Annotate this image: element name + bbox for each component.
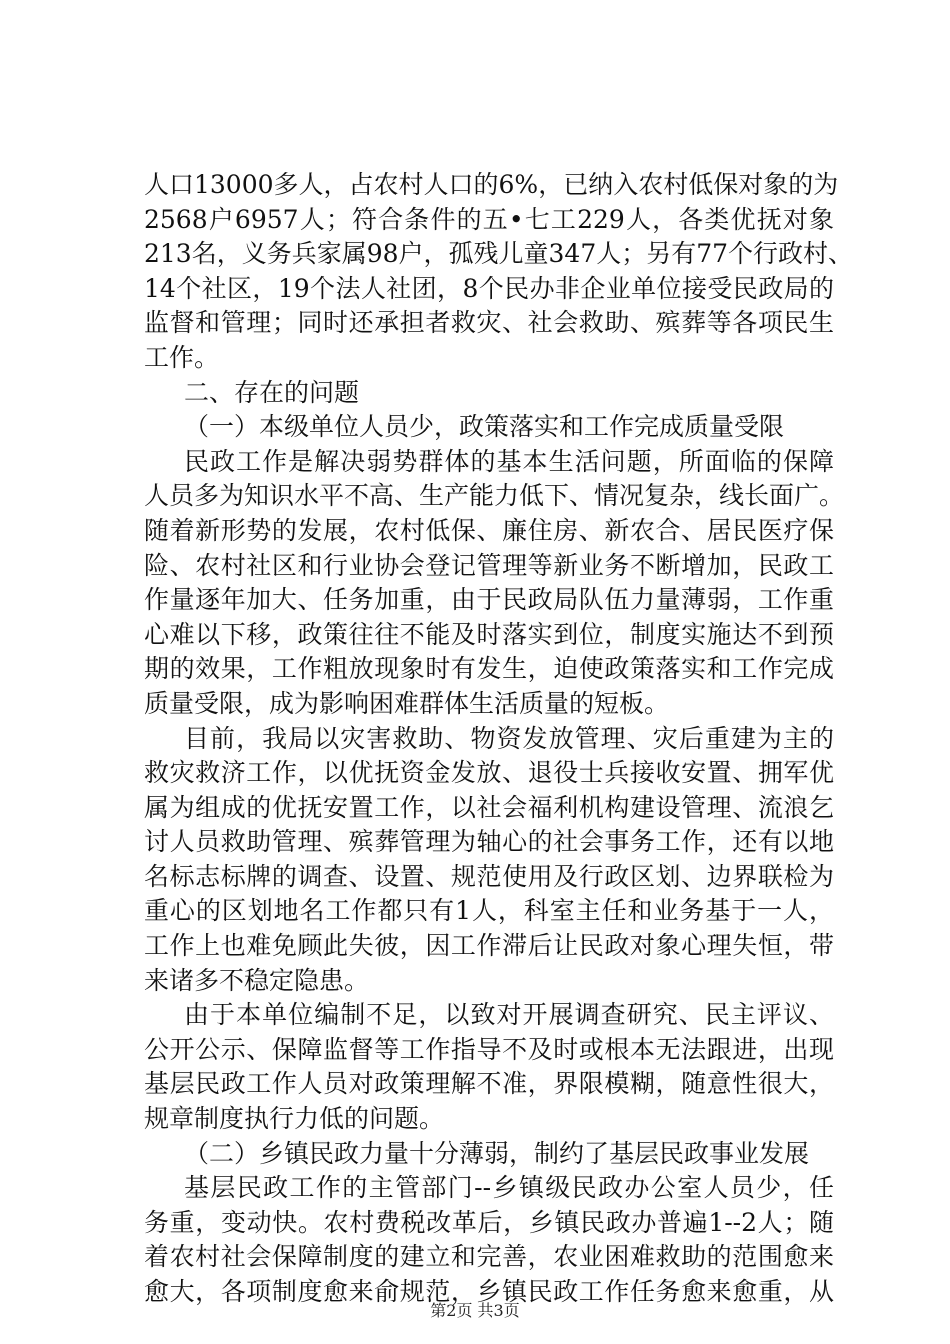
text-line: 民政工作是解决弱势群体的基本生活问题，所面临的保障: [184, 446, 834, 476]
text-line: 愈大，各项制度愈来俞规范，乡镇民政工作任务愈来愈重，从: [144, 1277, 834, 1306]
text-line: 质量受限，成为影响困难群体生活质量的短板。: [144, 688, 670, 718]
text-line: 作量逐年加大、任务加重，由于民政局队伍力量薄弱，工作重: [144, 585, 834, 615]
text-line: 规章制度执行力低的问题。: [144, 1104, 445, 1134]
text-line: 重心的区划地名工作都只有1人，科室主任和业务基于一人，: [144, 896, 834, 926]
page-number-footer: 第2页 共3页: [430, 1301, 520, 1320]
text-line: 基层民政工作的主管部门--乡镇级民政办公室人员少，任: [184, 1173, 834, 1203]
text-line: 14个社区，19个法人社团，8个民办非企业单位接受民政局的: [144, 273, 834, 303]
paragraph-township-office: [144, 1171, 834, 1309]
subheading-township-weakness: （二）乡镇民政力量十分薄弱，制约了基层民政事业发展: [184, 1138, 810, 1168]
text-line: 监督和管理；同时还承担者救灾、社会救助、殡葬等各项民生: [144, 308, 834, 338]
text-line: 213名，义务兵家属98户，孤残儿童347人；另有77个行政村、: [144, 239, 854, 269]
text-line: 讨人员救助管理、殡葬管理为轴心的社会事务工作，还有以地: [144, 827, 834, 857]
text-line: 来诸多不稳定隐患。: [144, 965, 370, 995]
document-body: [144, 168, 854, 1310]
paragraph-population-stats: [144, 168, 854, 376]
text-line: 险、农村社区和行业协会登记管理等新业务不断增加，民政工: [144, 550, 834, 580]
text-line: 心难以下移，政策往往不能及时落实到位，制度实施达不到预: [144, 619, 834, 649]
paragraph-civil-affairs-work: [144, 445, 845, 722]
text-line: 人员多为知识水平不高、生产能力低下、情况复杂，线长面广。: [144, 481, 845, 511]
section-heading-problems: 二、存在的问题: [184, 377, 360, 407]
text-line: 目前，我局以灾害救助、物资发放管理、灾后重建为主的: [184, 723, 834, 753]
text-line: 着农村社会保障制度的建立和完善，农业困难救助的范围愈来: [144, 1242, 834, 1272]
text-line: 务重，变动快。农村费税改革后，乡镇民政办普遍1--2人；随: [144, 1207, 834, 1237]
text-line: 随着新形势的发展，农村低保、廉住房、新农合、居民医疗保: [144, 515, 834, 545]
text-line: 基层民政工作人员对政策理解不准，界限模糊，随意性很大，: [144, 1069, 834, 1099]
text-line: 由于本单位编制不足，以致对开展调查研究、民主评议、: [184, 1000, 834, 1030]
paragraph-current-situation: [144, 722, 834, 999]
text-line: 工作。: [144, 342, 220, 372]
text-line: 2568户6957人；符合条件的五•七工229人，各类优抚对象: [144, 204, 834, 234]
subheading-staff-shortage: （一）本级单位人员少，政策落实和工作完成质量受限: [184, 412, 785, 442]
text-line: 名标志标牌的调查、设置、规范使用及行政区划、边界联检为: [144, 861, 834, 891]
paragraph-staffing-shortfall: [144, 998, 834, 1136]
text-line: 救灾救济工作，以优抚资金发放、退役士兵接收安置、拥军优: [144, 758, 834, 788]
text-line: 工作上也难免顾此失彼，因工作滞后让民政对象心理失恒，带: [144, 931, 834, 961]
text-line: 人口13000多人，占农村人口的6%，已纳入农村低保对象的为: [144, 170, 839, 199]
text-line: 公开公示、保障监督等工作指导不及时或根本无法跟进，出现: [144, 1034, 834, 1064]
text-line: 期的效果，工作粗放现象时有发生，迫使政策落实和工作完成: [144, 654, 834, 684]
text-line: 属为组成的优抚安置工作，以社会福利机构建设管理、流浪乞: [144, 792, 834, 822]
